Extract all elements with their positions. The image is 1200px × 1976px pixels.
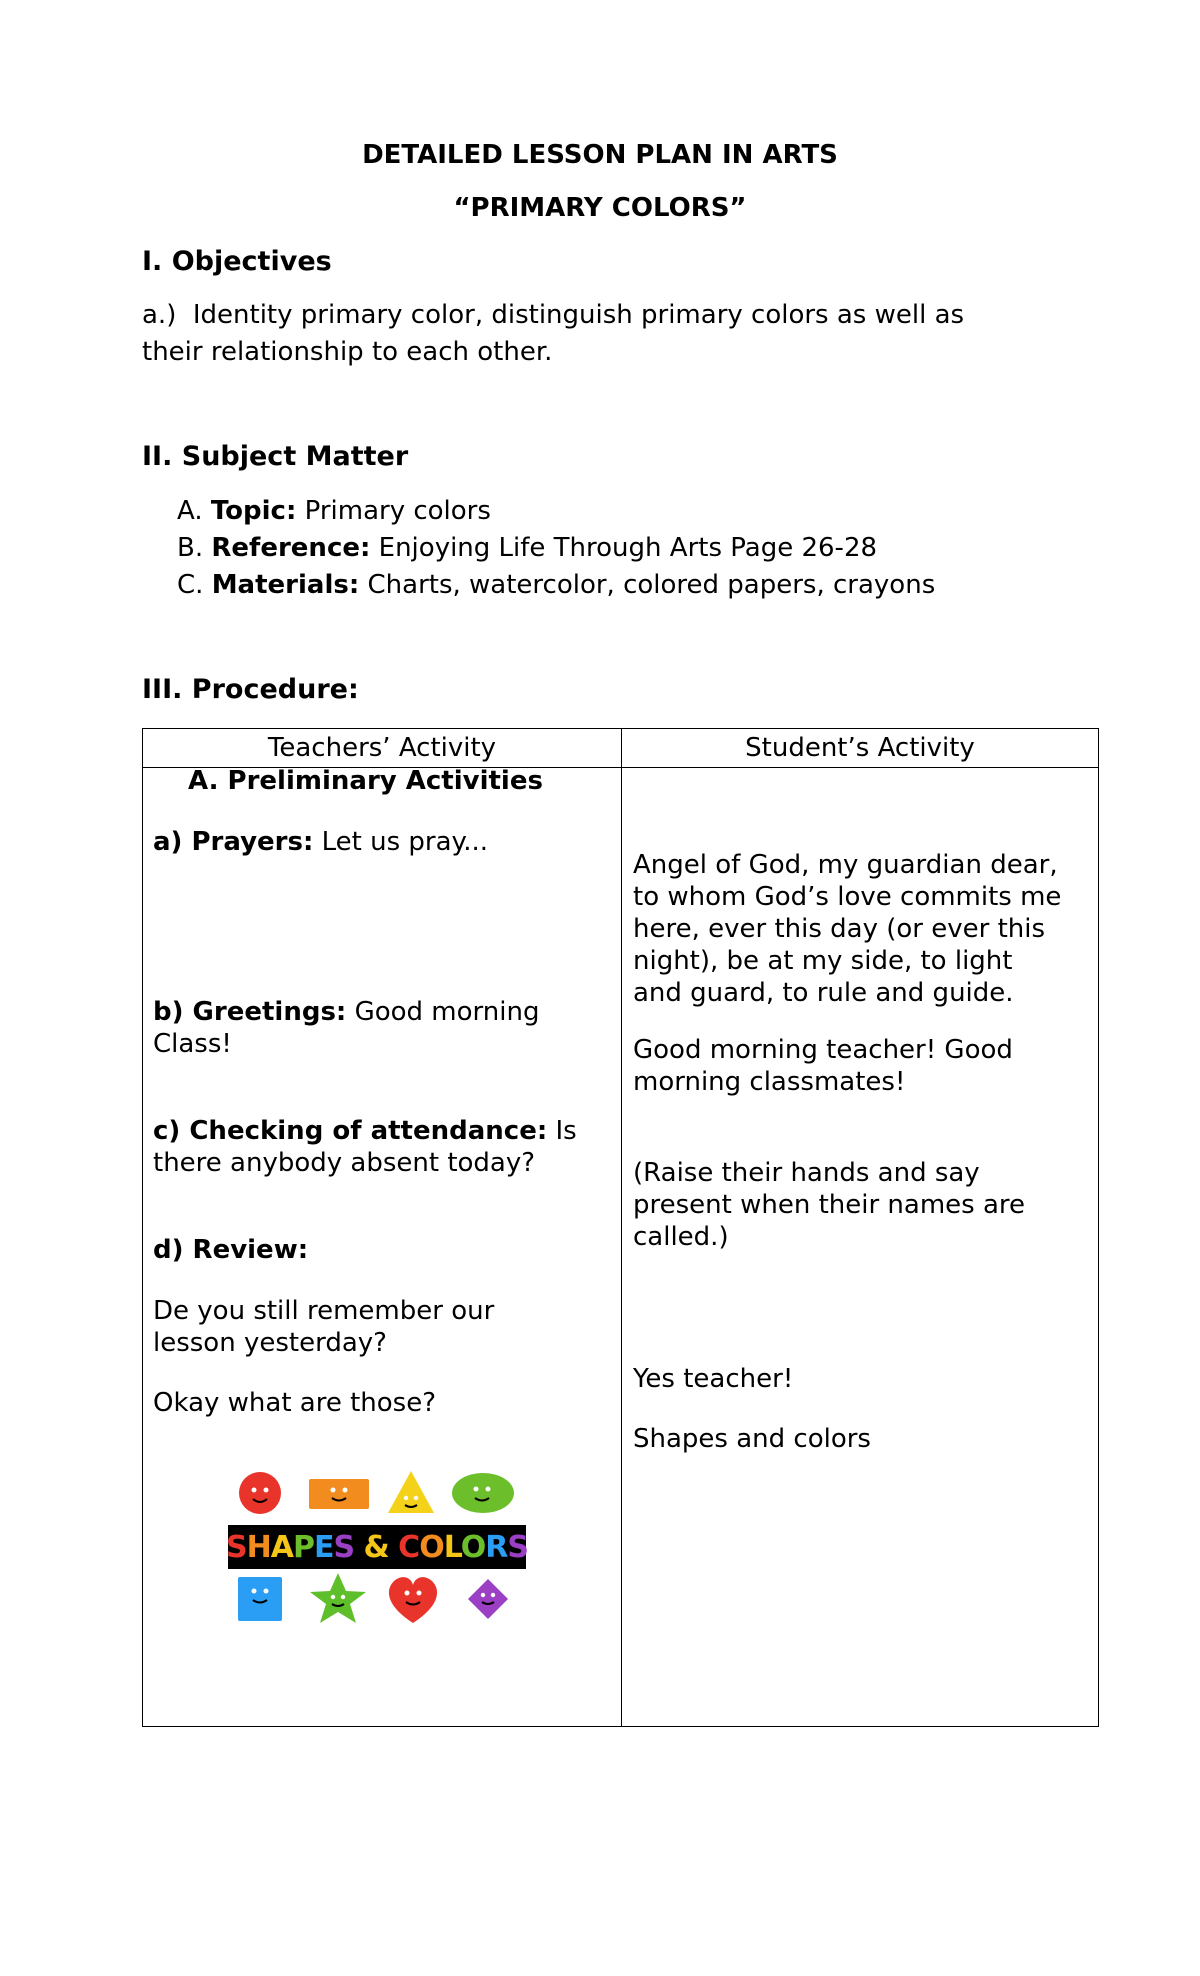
banner-letter: L	[443, 1529, 461, 1565]
banner-letter: R	[485, 1529, 508, 1565]
student-yes: Yes teacher!	[633, 1364, 794, 1394]
attendance-line: present when their names are	[633, 1190, 1026, 1220]
section-title	[188, 765, 543, 797]
banner-letter	[389, 1530, 398, 1565]
prayer-line: and guard, to rule and guide.	[633, 978, 1014, 1008]
objectives-line-2: their relationship to each other.	[142, 337, 553, 367]
teacher-greetings	[153, 996, 539, 1060]
banner-letter: H	[246, 1529, 271, 1565]
review-question-line: lesson yesterday?	[153, 1328, 387, 1358]
item-label: Topic:	[210, 496, 297, 526]
teacher-review-question-1	[153, 1295, 494, 1359]
banner-letter: C	[398, 1529, 420, 1565]
student-attendance	[633, 1157, 1025, 1253]
list-marker: B.	[177, 533, 204, 563]
teacher-column-header: Teachers’ Activity	[267, 733, 497, 763]
subject-item-materials	[177, 567, 935, 604]
red-circle-face	[239, 1472, 281, 1514]
student-column-header: Student’s Activity	[745, 733, 975, 763]
teacher-review-question-2: Okay what are those?	[153, 1388, 437, 1418]
item-label: Materials:	[211, 570, 360, 600]
item-value: Charts, watercolor, colored papers, crayons	[359, 570, 936, 600]
banner-letter: S	[226, 1529, 247, 1565]
banner-letter	[354, 1530, 363, 1565]
item-value: Enjoying Life Through Arts Page 26-28	[370, 533, 878, 563]
greeting-line: morning classmates!	[633, 1067, 906, 1097]
subject-item-reference	[177, 530, 935, 567]
shapes-and-colors-image	[228, 1469, 538, 1639]
shapes-illustration-bottom	[228, 1571, 538, 1641]
section-title-text: Preliminary Activities	[227, 766, 543, 796]
banner-letter: &	[363, 1529, 389, 1565]
objectives-line-1: a.) Identity primary color, distinguish primary colors as well as	[142, 300, 965, 330]
attendance-text: Is	[547, 1116, 577, 1146]
prayer-line: Angel of God, my guardian dear,	[633, 850, 1058, 880]
student-answer: Shapes and colors	[633, 1424, 871, 1454]
banner-letter: E	[313, 1529, 334, 1565]
banner-letter: S	[507, 1529, 528, 1565]
green-oval-face	[452, 1473, 514, 1513]
subject-item-topic	[177, 493, 935, 530]
prayer-line: to whom God’s love commits me	[633, 882, 1062, 912]
purple-diamond-face	[468, 1579, 508, 1619]
banner-text	[226, 1530, 528, 1565]
document-title: DETAILED LESSON PLAN IN ARTS	[362, 140, 838, 170]
orange-rectangle-face	[309, 1479, 369, 1509]
column-divider	[621, 729, 622, 1726]
green-star-face	[310, 1573, 366, 1623]
prayers-text: Let us pray...	[313, 827, 489, 857]
teacher-attendance	[153, 1115, 577, 1179]
item-label: Reference:	[211, 533, 371, 563]
student-prayer	[633, 849, 1061, 1009]
item-value: Primary colors	[296, 496, 491, 526]
review-label: d) Review:	[153, 1235, 309, 1265]
subject-matter-list	[177, 493, 935, 604]
banner-letter: S	[333, 1529, 355, 1565]
attendance-line: called.)	[633, 1222, 729, 1252]
blue-square-face	[238, 1577, 282, 1621]
procedure-table	[142, 728, 1099, 1727]
teacher-prayers	[153, 826, 488, 858]
greeting-line: Good morning teacher! Good	[633, 1035, 1013, 1065]
red-heart-face	[389, 1577, 437, 1623]
shapes-colors-banner	[228, 1525, 526, 1569]
list-marker: C.	[177, 570, 204, 600]
banner-letter: A	[270, 1529, 293, 1565]
prayers-label: a) Prayers:	[153, 827, 314, 857]
prayer-line: here, ever this day (or ever this	[633, 914, 1046, 944]
attendance-text-2: there anybody absent today?	[153, 1148, 536, 1178]
review-question-line: De you still remember our	[153, 1296, 495, 1326]
section-marker: A.	[188, 766, 219, 796]
banner-letter: O	[419, 1529, 444, 1565]
attendance-label: c) Checking of attendance:	[153, 1116, 548, 1146]
objectives-heading: I. Objectives	[142, 246, 332, 277]
document-subtitle: “PRIMARY COLORS”	[453, 193, 747, 223]
prayer-line: night), be at my side, to light	[633, 946, 1013, 976]
banner-letter: O	[460, 1529, 486, 1565]
banner-letter: P	[292, 1529, 314, 1565]
attendance-line: (Raise their hands and say	[633, 1158, 980, 1188]
objectives-text	[142, 297, 1042, 371]
teacher-review-label	[153, 1234, 308, 1266]
list-marker: A.	[177, 496, 203, 526]
subject-matter-heading: II. Subject Matter	[142, 441, 409, 472]
yellow-triangle-face	[388, 1471, 434, 1513]
greetings-text: Good morning	[346, 997, 540, 1027]
student-greeting	[633, 1034, 1013, 1098]
greetings-label: b) Greetings:	[153, 997, 347, 1027]
greetings-text-2: Class!	[153, 1029, 232, 1059]
procedure-heading: III. Procedure:	[142, 674, 359, 705]
